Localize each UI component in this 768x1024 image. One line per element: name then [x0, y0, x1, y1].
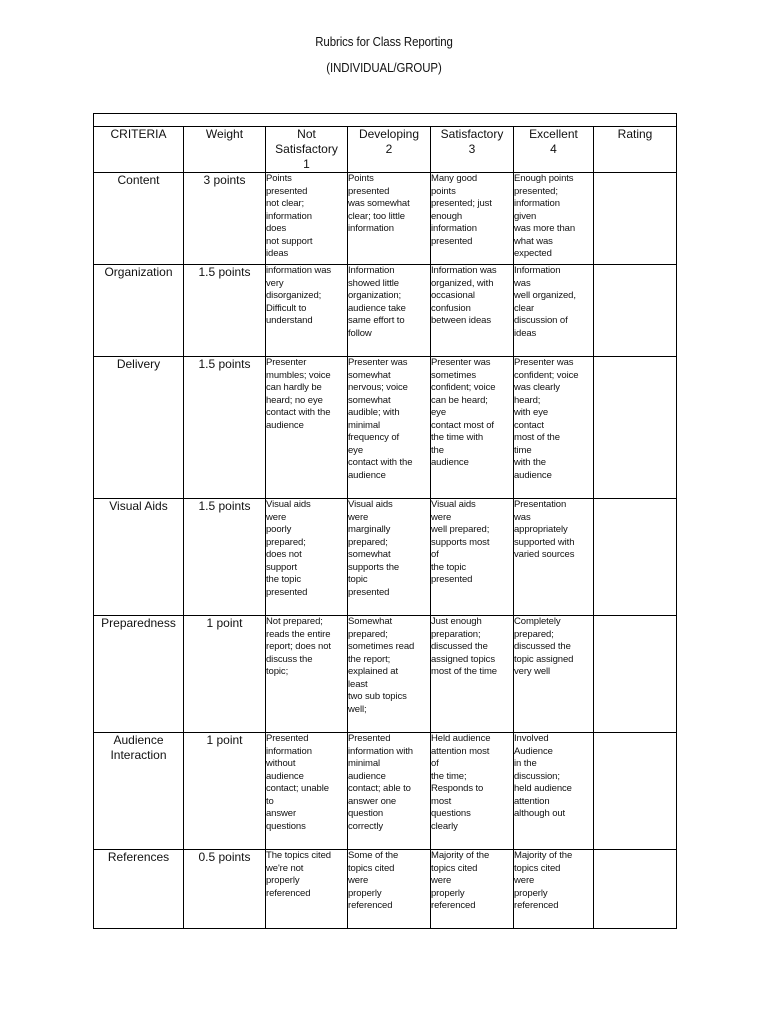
satisfactory-cell	[431, 499, 514, 616]
satisfactory-cell-text: Majority of the topics cited were properly referenced	[431, 850, 490, 911]
developing-cell-text: Presenter was somewhat nervous; voice somewhat audible; with minimal frequency of eye contact with the audience	[348, 357, 413, 481]
not-satisfactory-cell	[266, 173, 348, 265]
not-satisfactory-cell-text: Presenter mumbles; voice can hardly be heard; no eye contact with the audience	[266, 357, 331, 431]
header-weight-label: Weight	[205, 127, 244, 141]
rating-cell	[594, 733, 677, 850]
satisfactory-cell-text: Presenter was sometimes confident; voice can be heard; eye contact most of the time with the audience	[431, 357, 496, 468]
satisfactory-cell	[431, 265, 514, 357]
not-satisfactory-cell-text: Presented information without audience contact; unable to answer questions	[266, 733, 329, 832]
developing-cell-text: Visual aids were marginally prepared; somewhat supports the topic presented	[348, 499, 400, 598]
criteria-cell	[94, 733, 184, 850]
satisfactory-cell	[431, 616, 514, 733]
criteria-cell-text: Audience Interaction	[110, 733, 167, 762]
rubric-row-delivery	[94, 357, 677, 499]
developing-cell	[348, 733, 431, 850]
not-satisfactory-cell	[266, 733, 348, 850]
weight-cell-text: 0.5 points	[198, 850, 251, 864]
document-title: Rubrics for Class Reporting	[315, 34, 453, 49]
criteria-cell	[94, 265, 184, 357]
excellent-cell	[514, 265, 594, 357]
weight-cell-text: 1 point	[206, 733, 243, 747]
blank-top-cell	[94, 114, 677, 127]
not-satisfactory-cell	[266, 499, 348, 616]
excellent-cell	[514, 733, 594, 850]
weight-cell-text: 3 points	[203, 173, 246, 187]
header-rating-label: Rating	[617, 127, 653, 141]
document-subtitle: (INDIVIDUAL/GROUP)	[326, 60, 442, 75]
satisfactory-cell-text: Held audience attention most of the time; Responds to most questions clearly	[431, 733, 491, 832]
excellent-cell	[514, 173, 594, 265]
header-criteria-label: CRITERIA	[110, 127, 167, 141]
excellent-cell-text: Presenter was confident; voice was clearly heard; with eye contact most of the time with the audience	[514, 357, 579, 481]
satisfactory-cell-text: Information was organized, with occasional confusion between ideas	[431, 265, 497, 326]
weight-cell-text: 1.5 points	[198, 499, 251, 513]
weight-cell	[184, 499, 266, 616]
developing-cell-text: Somewhat prepared; sometimes read the report; explained at least two sub topics well;	[348, 616, 415, 715]
developing-cell	[348, 173, 431, 265]
criteria-cell	[94, 173, 184, 265]
rubric-row-visual-aids	[94, 499, 677, 616]
excellent-cell-text: Information was well organized, clear discussion of ideas	[514, 265, 576, 339]
header-criteria	[94, 127, 184, 173]
rating-cell	[594, 499, 677, 616]
criteria-cell	[94, 850, 184, 929]
weight-cell-text: 1 point	[206, 616, 243, 630]
not-satisfactory-cell-text: information was very disorganized; Difficult to understand	[266, 265, 332, 326]
header-not-satisfactory-label: Not Satisfactory 1	[275, 127, 338, 171]
excellent-cell	[514, 616, 594, 733]
header-developing	[348, 127, 431, 173]
rating-cell	[594, 616, 677, 733]
weight-cell	[184, 173, 266, 265]
rating-cell	[594, 173, 677, 265]
header-rating	[594, 127, 677, 173]
criteria-cell	[94, 499, 184, 616]
satisfactory-cell	[431, 733, 514, 850]
header-excellent	[514, 127, 594, 173]
not-satisfactory-cell-text: Visual aids were poorly prepared; does not support the topic presented	[266, 499, 311, 598]
satisfactory-cell-text: Many good points presented; just enough information presented	[431, 173, 492, 247]
developing-cell	[348, 357, 431, 499]
developing-cell	[348, 850, 431, 929]
not-satisfactory-cell	[266, 850, 348, 929]
rating-cell	[594, 265, 677, 357]
satisfactory-cell	[431, 850, 514, 929]
developing-cell-text: Information showed little organization; audience take same effort to follow	[348, 265, 406, 339]
excellent-cell-text: Presentation was appropriately supported with varied sources	[514, 499, 575, 560]
excellent-cell-text: Completely prepared; discussed the topic assigned very well	[514, 616, 574, 677]
satisfactory-cell	[431, 357, 514, 499]
weight-cell	[184, 733, 266, 850]
header-satisfactory-label: Satisfactory 3	[440, 127, 504, 156]
criteria-cell-text: References	[107, 850, 170, 864]
header-weight	[184, 127, 266, 173]
rubric-row-audience-interaction	[94, 733, 677, 850]
satisfactory-cell-text: Visual aids were well prepared; supports most of the topic presented	[431, 499, 490, 585]
excellent-cell	[514, 499, 594, 616]
weight-cell	[184, 616, 266, 733]
developing-cell-text: Some of the topics cited were properly referenced	[348, 850, 399, 911]
excellent-cell-text: Majority of the topics cited were properly referenced	[514, 850, 573, 911]
excellent-cell	[514, 357, 594, 499]
developing-cell	[348, 616, 431, 733]
header-developing-label: Developing 2	[358, 127, 420, 156]
not-satisfactory-cell	[266, 616, 348, 733]
rubric-row-preparedness	[94, 616, 677, 733]
criteria-cell-text: Content	[117, 173, 160, 187]
rating-cell	[594, 357, 677, 499]
rubric-body	[94, 173, 677, 929]
not-satisfactory-cell	[266, 265, 348, 357]
weight-cell	[184, 357, 266, 499]
excellent-cell-text: Involved Audience in the discussion; held audience attention although out	[514, 733, 572, 819]
criteria-cell-text: Visual Aids	[109, 499, 168, 513]
header-satisfactory	[431, 127, 514, 173]
excellent-cell	[514, 850, 594, 929]
header-row	[94, 127, 677, 173]
excellent-cell-text: Enough points presented; information given was more than what was expected	[514, 173, 576, 259]
developing-cell	[348, 499, 431, 616]
developing-cell-text: Presented information with minimal audience contact; able to answer one question correctly	[348, 733, 413, 832]
weight-cell	[184, 265, 266, 357]
blank-top-row	[94, 114, 677, 127]
not-satisfactory-cell-text: Not prepared; reads the entire report; does not discuss the topic;	[266, 616, 331, 677]
rating-cell	[594, 850, 677, 929]
header-excellent-label: Excellent 4	[529, 127, 578, 156]
developing-cell-text: Points presented was somewhat clear; too little information	[348, 173, 410, 234]
criteria-cell-text: Preparedness	[101, 616, 176, 630]
developing-cell	[348, 265, 431, 357]
rubric-row-references	[94, 850, 677, 929]
not-satisfactory-cell-text: Points presented not clear; information does not support ideas	[266, 173, 313, 259]
criteria-cell-text: Organization	[104, 265, 173, 279]
not-satisfactory-cell-text: The topics cited we're not properly referenced	[266, 850, 331, 899]
rubric-row-content	[94, 173, 677, 265]
rubric-table	[93, 113, 677, 929]
criteria-cell	[94, 357, 184, 499]
satisfactory-cell-text: Just enough preparation; discussed the assigned topics most of the time	[431, 616, 497, 677]
criteria-cell-text: Delivery	[116, 357, 161, 371]
weight-cell-text: 1.5 points	[198, 265, 251, 279]
satisfactory-cell	[431, 173, 514, 265]
header-not-satisfactory	[266, 127, 348, 173]
weight-cell	[184, 850, 266, 929]
rubric-row-organization	[94, 265, 677, 357]
weight-cell-text: 1.5 points	[198, 357, 251, 371]
not-satisfactory-cell	[266, 357, 348, 499]
criteria-cell	[94, 616, 184, 733]
